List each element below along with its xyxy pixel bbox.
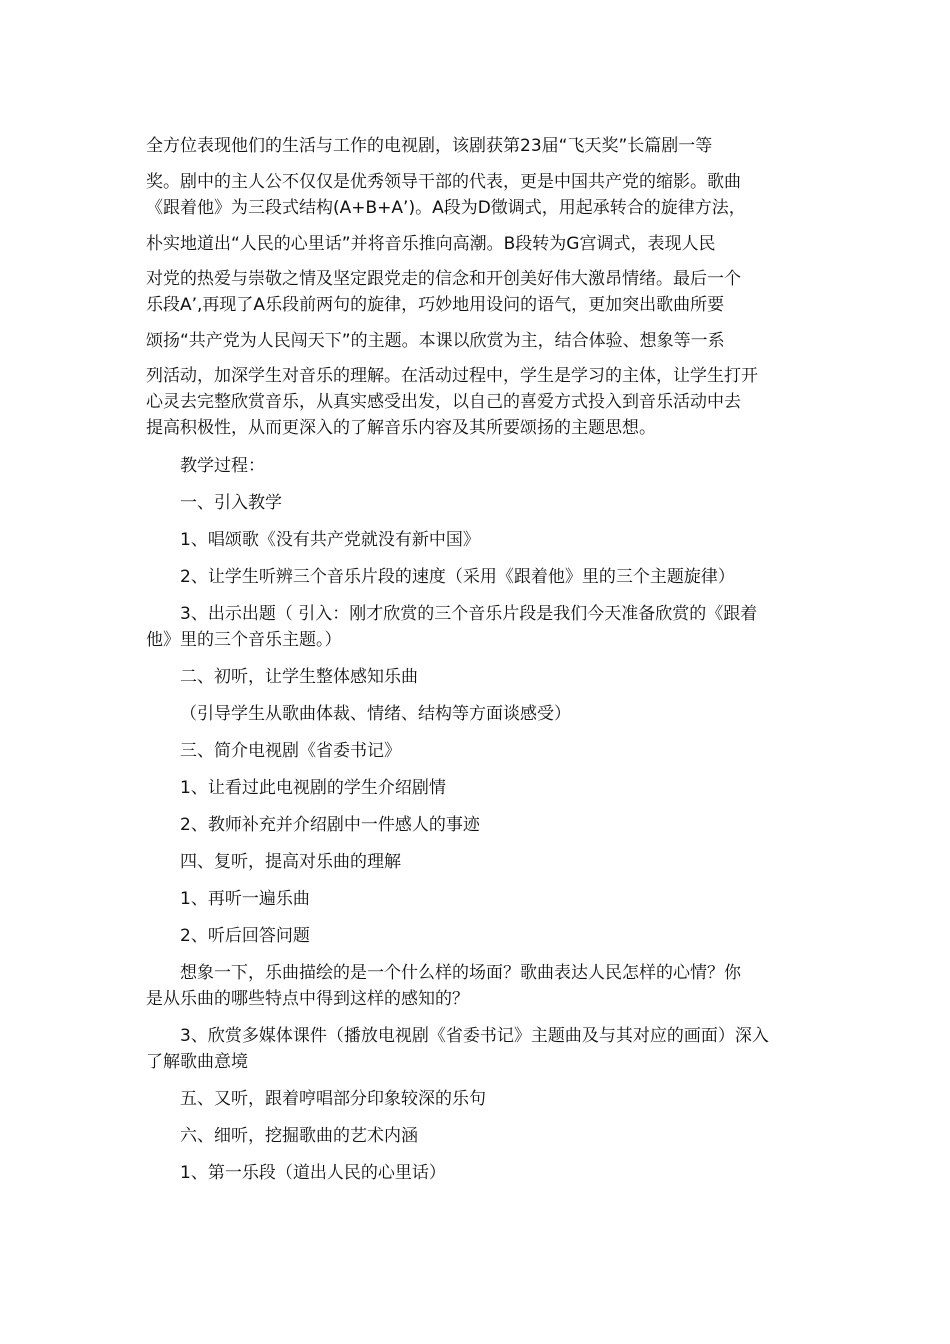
intro-line: 乐段A’,再现了A乐段前两句的旋律，巧妙地用设问的语气，更加突出歌曲所要 (146, 295, 725, 315)
section-heading: 三、简介电视剧《省委书记》 (180, 741, 401, 761)
intro-line: 全方位表现他们的生活与工作的电视剧，该剧获第23届“飞天奖”长篇剧一等 (146, 136, 713, 156)
list-item: 1、第一乐段（道出人民的心里话） (180, 1163, 446, 1183)
intro-line: 《跟着他》为三段式结构(A+B+A’)。A段为D徵调式，用起承转合的旋律方法， (146, 198, 746, 218)
list-item: 1、唱颂歌《没有共产党就没有新中国》 (180, 530, 480, 550)
list-item-line: 3、欣赏多媒体课件（播放电视剧《省委书记》主题曲及与其对应的画面）深入 (180, 1026, 769, 1046)
intro-line: 列活动，加深学生对音乐的理解。在活动过程中，学生是学习的主体，让学生打开 (146, 366, 758, 386)
list-item-multiline (146, 1023, 808, 1075)
list-item-multiline (146, 601, 808, 653)
list-item: 2、教师补充并介绍剧中一件感人的事迹 (180, 815, 480, 835)
process-title: 教学过程： (180, 456, 265, 476)
section-heading: 二、初听，让学生整体感知乐曲 (180, 667, 418, 687)
section-heading: 六、细听，挖掘歌曲的艺术内涵 (180, 1126, 418, 1146)
intro-line: 对党的热爱与崇敬之情及坚定跟党走的信念和开创美好伟大激昂情绪。最后一个 (146, 269, 741, 289)
intro-line: 朴实地道出“人民的心里话”并将音乐推向高潮。B段转为G宫调式，表现人民 (146, 234, 716, 254)
list-item-line: 他》里的三个音乐主题。） (146, 630, 342, 650)
list-item: 1、再听一遍乐曲 (180, 889, 310, 909)
list-item: 2、听后回答问题 (180, 926, 310, 946)
question-paragraph (146, 960, 808, 1012)
list-item-line: 了解歌曲意境 (146, 1052, 248, 1072)
section-heading: 四、复听，提高对乐曲的理解 (180, 852, 401, 872)
list-item: 2、让学生听辨三个音乐片段的速度（采用《跟着他》里的三个主题旋律） (180, 567, 735, 587)
question-line: 是从乐曲的哪些特点中得到这样的感知的？ (146, 989, 469, 1009)
list-item-line: 3、出示出题（ 引入：刚才欣赏的三个音乐片段是我们今天准备欣赏的《跟着 (180, 604, 758, 624)
note-text: （引导学生从歌曲体裁、情绪、结构等方面谈感受） (180, 704, 571, 724)
section-heading: 五、又听，跟着哼唱部分印象较深的乐句 (180, 1089, 486, 1109)
list-item: 1、让看过此电视剧的学生介绍剧情 (180, 778, 446, 798)
intro-paragraph (146, 133, 808, 441)
intro-line: 心灵去完整欣赏音乐，从真实感受出发，以自己的喜爱方式投入到音乐活动中去 (146, 392, 741, 412)
section-heading: 一、引入教学 (180, 493, 282, 513)
intro-line: 提高积极性，从而更深入的了解音乐内容及其所要颂扬的主题思想。 (146, 418, 656, 438)
intro-line: 颂扬“共产党为人民闯天下”的主题。本课以欣赏为主，结合体验、想象等一系 (146, 331, 725, 351)
intro-line: 奖。剧中的主人公不仅仅是优秀领导干部的代表，更是中国共产党的缩影。歌曲 (146, 172, 741, 192)
question-line: 想象一下，乐曲描绘的是一个什么样的场面？歌曲表达人民怎样的心情？你 (180, 963, 741, 983)
document-body (146, 133, 808, 1186)
